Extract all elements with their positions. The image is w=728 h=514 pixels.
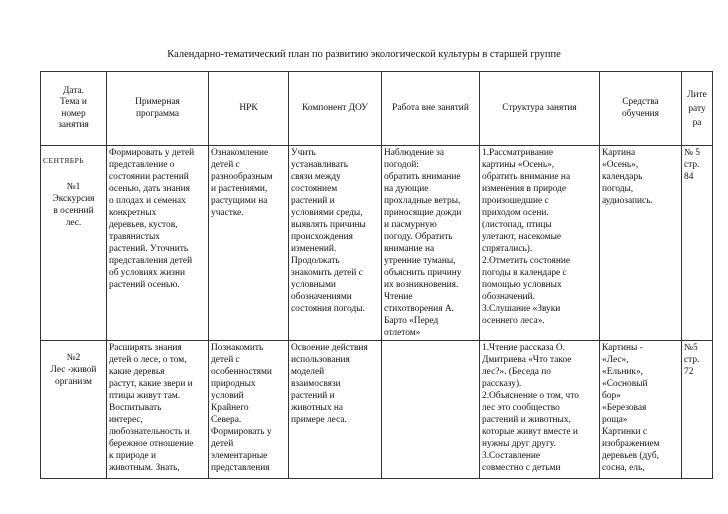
structure-cell: 1.Рассматривание картины «Осень», обратить внимание на изменения в природе произошедшие с приходом осени. (листопад, птицы улетают, насекомые спрятались). 2.Отметить состояние погоды в календаре с помощью условных обозначений. 3.Слушание «Звуки осеннего леса».	[480, 146, 600, 341]
means-cell: Картины - «Лес», «Ельник», «Сосновый бор» «Березовая роща» Картинки с изображением деревьев (дуб, сосна, ель,	[600, 341, 682, 479]
outside-work-cell: Наблюдение за погодой: обратить внимание на дующие прохладные ветры, приносящие дожди и пасмурную погоду. Обратить внимание на утренние туманы, объяснить причину их возникновения. Чтение стихотворения А. Барто «Перед отлетом»	[382, 146, 480, 341]
header-date-topic: Дата. Тема и номер занятия	[41, 72, 107, 146]
table-row	[41, 146, 713, 341]
table-row	[41, 341, 713, 479]
month-label: СЕНТЯБРЬ	[43, 156, 85, 165]
header-means: Средства обучения	[600, 72, 682, 146]
header-nrk: НРК	[209, 72, 289, 146]
component-cell: Освоение действия использования моделей взаимосвязи растений и животных на примере леса.	[289, 341, 382, 479]
outside-work-cell	[382, 341, 480, 479]
header-component: Компонент ДОУ	[289, 72, 382, 146]
program-cell: Формировать у детей представление о состоянии растений осенью, дать знания о плодах и семенах конкретных деревьев, кустов, травянистых растений. Уточнить представления детей об условиях жизни растений осенью.	[107, 146, 209, 341]
thematic-plan-table	[40, 71, 713, 479]
topic-label: №2 Лес -живой организм	[50, 353, 97, 387]
nrk-cell: Познакомить детей с особенностями природных условий Крайнего Севера. Формировать у детей элементарные представления	[209, 341, 289, 479]
topic-cell	[41, 341, 107, 479]
component-cell: Учить устанавливать связи между состоянием растений и условиями среды, выявлять причины происхождения изменений. Продолжать знакомить детей с условными обозначениями состояния погоды.	[289, 146, 382, 341]
header-program: Примерная программа	[107, 72, 209, 146]
literature-cell: №5 стр. 72	[682, 341, 713, 479]
header-literature: Лите рату ра	[682, 72, 713, 146]
literature-cell: № 5 стр. 84	[682, 146, 713, 341]
document-title: Календарно-тематический план по развитию экологической культуры в старшей группе	[167, 49, 561, 60]
means-cell: Картина «Осень», календарь погоды, аудиозапись.	[600, 146, 682, 341]
header-row	[41, 72, 713, 146]
program-cell: Расширять знания детей о лесе, о том, какие деревья растут, какие звери и птицы живут там. Воспитывать интерес, любознательность и бережное отношение к природе и животным. Знать,	[107, 341, 209, 479]
topic-label: №1 Экскурсия в осенний лес.	[52, 182, 95, 228]
header-structure: Структура занятия	[480, 72, 600, 146]
nrk-cell: Ознакомление детей с разнообразным и растениями, растущими на участке.	[209, 146, 289, 341]
topic-cell	[41, 146, 107, 341]
structure-cell: 1.Чтение рассказа О. Дмитриева «Что такое лес?». (Беседа по рассказу). 2.Объяснение о том, что лес это сообщество растений и животных, которые живут вместе и нужны друг другу. 3.Составление совместно с детьми	[480, 341, 600, 479]
header-outside-work: Работа вне занятий	[382, 72, 480, 146]
